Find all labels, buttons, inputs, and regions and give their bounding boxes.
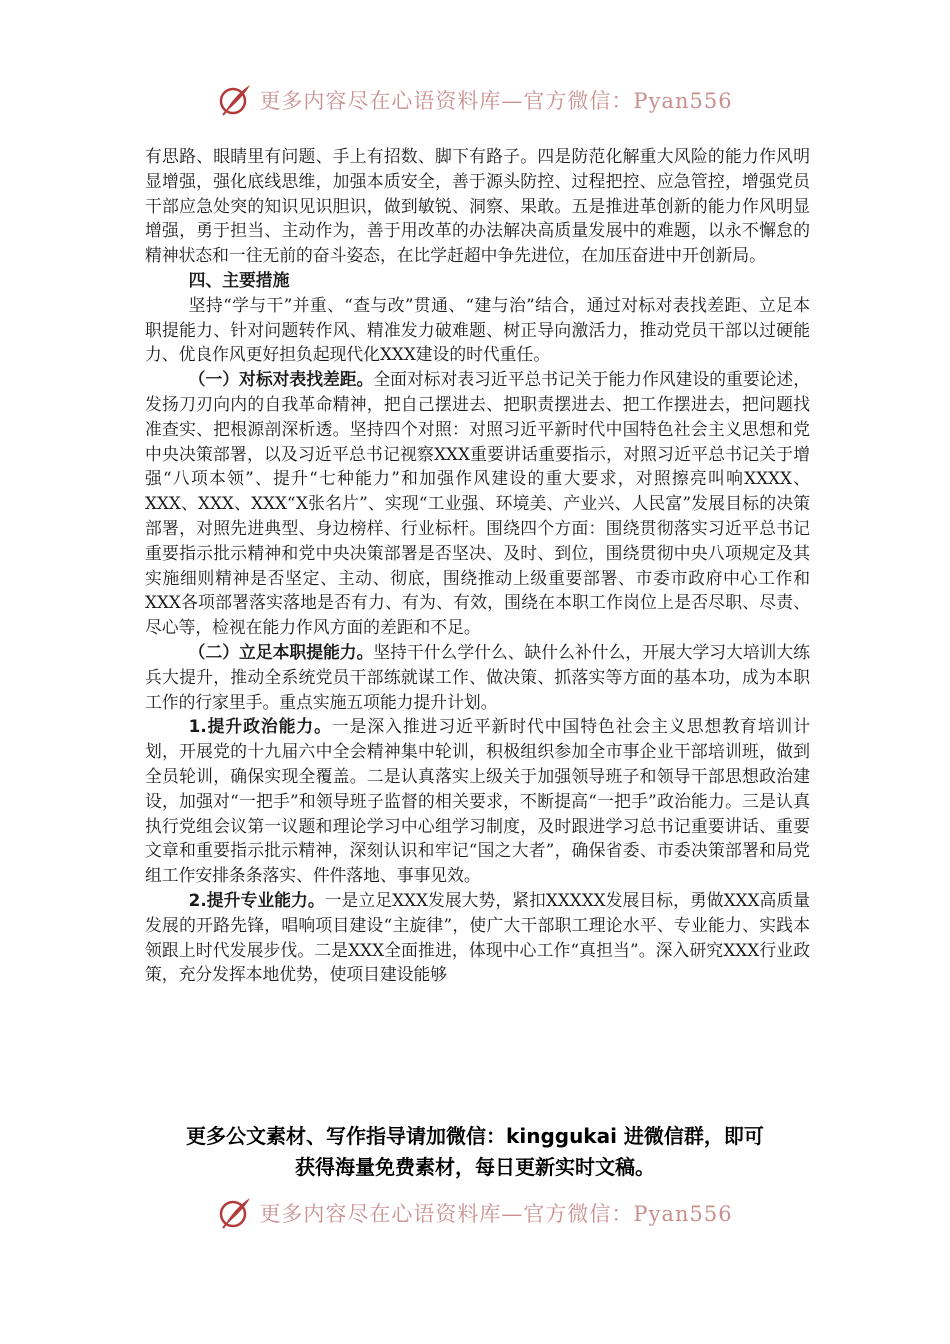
promo-line-2: 获得海量免费素材，每日更新实时文稿。 [295, 1155, 655, 1179]
item-capability [145, 640, 810, 714]
subitem-professional-ability-body: 一是立足XXX发展大势，紧扣XXXXX发展目标，勇做XXX高质量发展的开路先锋，唱响项目建设“主旋律”，使广大干部职工理论水平、专业能力、实践本领跟上时代发展步伐。二是XXX全面推进，体现中心工作“真担当”。深入研究XXX行业政策，充分发挥本地优势，使项目建设能够 [145, 889, 810, 985]
quill-pen-logo-icon [217, 1195, 253, 1231]
item-benchmarking [145, 367, 810, 640]
subitem-professional-ability [145, 888, 810, 987]
subitem-political-ability [145, 714, 810, 888]
item-benchmarking-body: 全面对标对表习近平总书记关于能力作风建设的重要论述，发扬刀刃向内的自我革命精神，把自己摆进去、把职责摆进去、把工作摆进去，把问题找准查实、把根源剖深析透。坚持四个对照：对照习近平新时代中国特色社会主义思想和党中央决策部署，以及习近平总书记视察XXX重要讲话重要指示，对照习近平总书记关于增强“八项本领”、提升“七种能力”和加强作风建设的重大要求，对照擦亮叫响XXXX、XXX、XXX、XXX“X张名片”、实现“工业强、环境美、产业兴、人民富”发展目标的决策部署，对照先进典型、身边榜样、行业标杆。围绕四个方面：围绕贯彻落实习近平总书记重要指示批示精神和党中央决策部署是否坚决、及时、到位，围绕贯彻中央八项规定及其实施细则精神是否坚定、主动、彻底，围绕推动上级重要部署、市委市政府中心工作和XXX各项部署落实落地是否有力、有为、有效，围绕在本职工作岗位上是否尽职、尽责、尽心等，检视在能力作风方面的差距和不足。 [145, 369, 810, 638]
footer-banner-text: 更多内容尽在心语资料库—官方微信：Pyan556 [259, 1202, 733, 1226]
promo-line-1: 更多公文素材、写作指导请加微信：kinggukai 进微信群，即可 [186, 1124, 764, 1148]
subitem-political-ability-body: 一是深入推进习近平新时代中国特色社会主义思想教育培训计划，开展党的十九届六中全会精神集中轮训，积极组织参加全市事企业干部培训班，做到全员轮训，确保实现全覆盖。二是认真落实上级关于加强领导班子和领导干部思想政治建设，加强对“一把手”和领导班子监督的相关要求，不断提高“一把手”政治能力。三是认真执行党组会议第一议题和理论学习中心组学习制度，及时跟进学习总书记重要讲话、重要文章和重要指示批示精神，深刻认识和牢记“国之大者”，确保省委、市委决策部署和局党组工作安排条条落实、件件落地、事事见效。 [145, 716, 810, 886]
subitem-political-ability-title: 1.提升政治能力。 [188, 716, 332, 737]
item-capability-title: （二）立足本职提能力。 [188, 641, 374, 662]
section-heading: 四、主要措施 [188, 269, 290, 290]
footer-banner [0, 1193, 950, 1233]
paragraph-intro: 坚持“学与干”并重、“查与改”贯通、“建与治”结合，通过对标对表找差距、立足本职提能力、针对问题转作风、精准发力破难题、树正导向激活力，推动党员干部以过硬能力、优良作风更好担负起现代化XXX建设的时代重任。 [145, 294, 810, 365]
header-banner-text: 更多内容尽在心语资料库—官方微信：Pyan556 [259, 89, 733, 113]
promo-notice [0, 1121, 950, 1183]
subitem-professional-ability-title: 2.提升专业能力。 [188, 889, 325, 910]
item-capability-body: 坚持干什么学什么、缺什么补什么，开展大学习大培训大练兵大提升，推动全系统党员干部练就谋工作、做决策、抓落实等方面的基本功，成为本职工作的行家里手。重点实施五项能力提升计划。 [145, 641, 810, 712]
quill-pen-logo-icon [217, 82, 253, 118]
header-banner [0, 80, 950, 120]
document-body [145, 144, 810, 987]
paragraph-continuation: 有思路、眼睛里有问题、手上有招数、脚下有路子。四是防范化解重大风险的能力作风明显增强，强化底线思维，加强本质安全，善于源头防控、过程把控、应急管控，增强党员干部应急处突的知识见识胆识，做到敏锐、洞察、果敢。五是推进革创新的能力作风明显增强，勇于担当、主动作为，善于用改革的办法解决高质量发展中的难题，以永不懈怠的精神状态和一往无前的奋斗姿态，在比学赶超中争先进位，在加压奋进中开创新局。 [145, 146, 810, 266]
item-benchmarking-title: （一）对标对表找差距。 [188, 369, 374, 390]
